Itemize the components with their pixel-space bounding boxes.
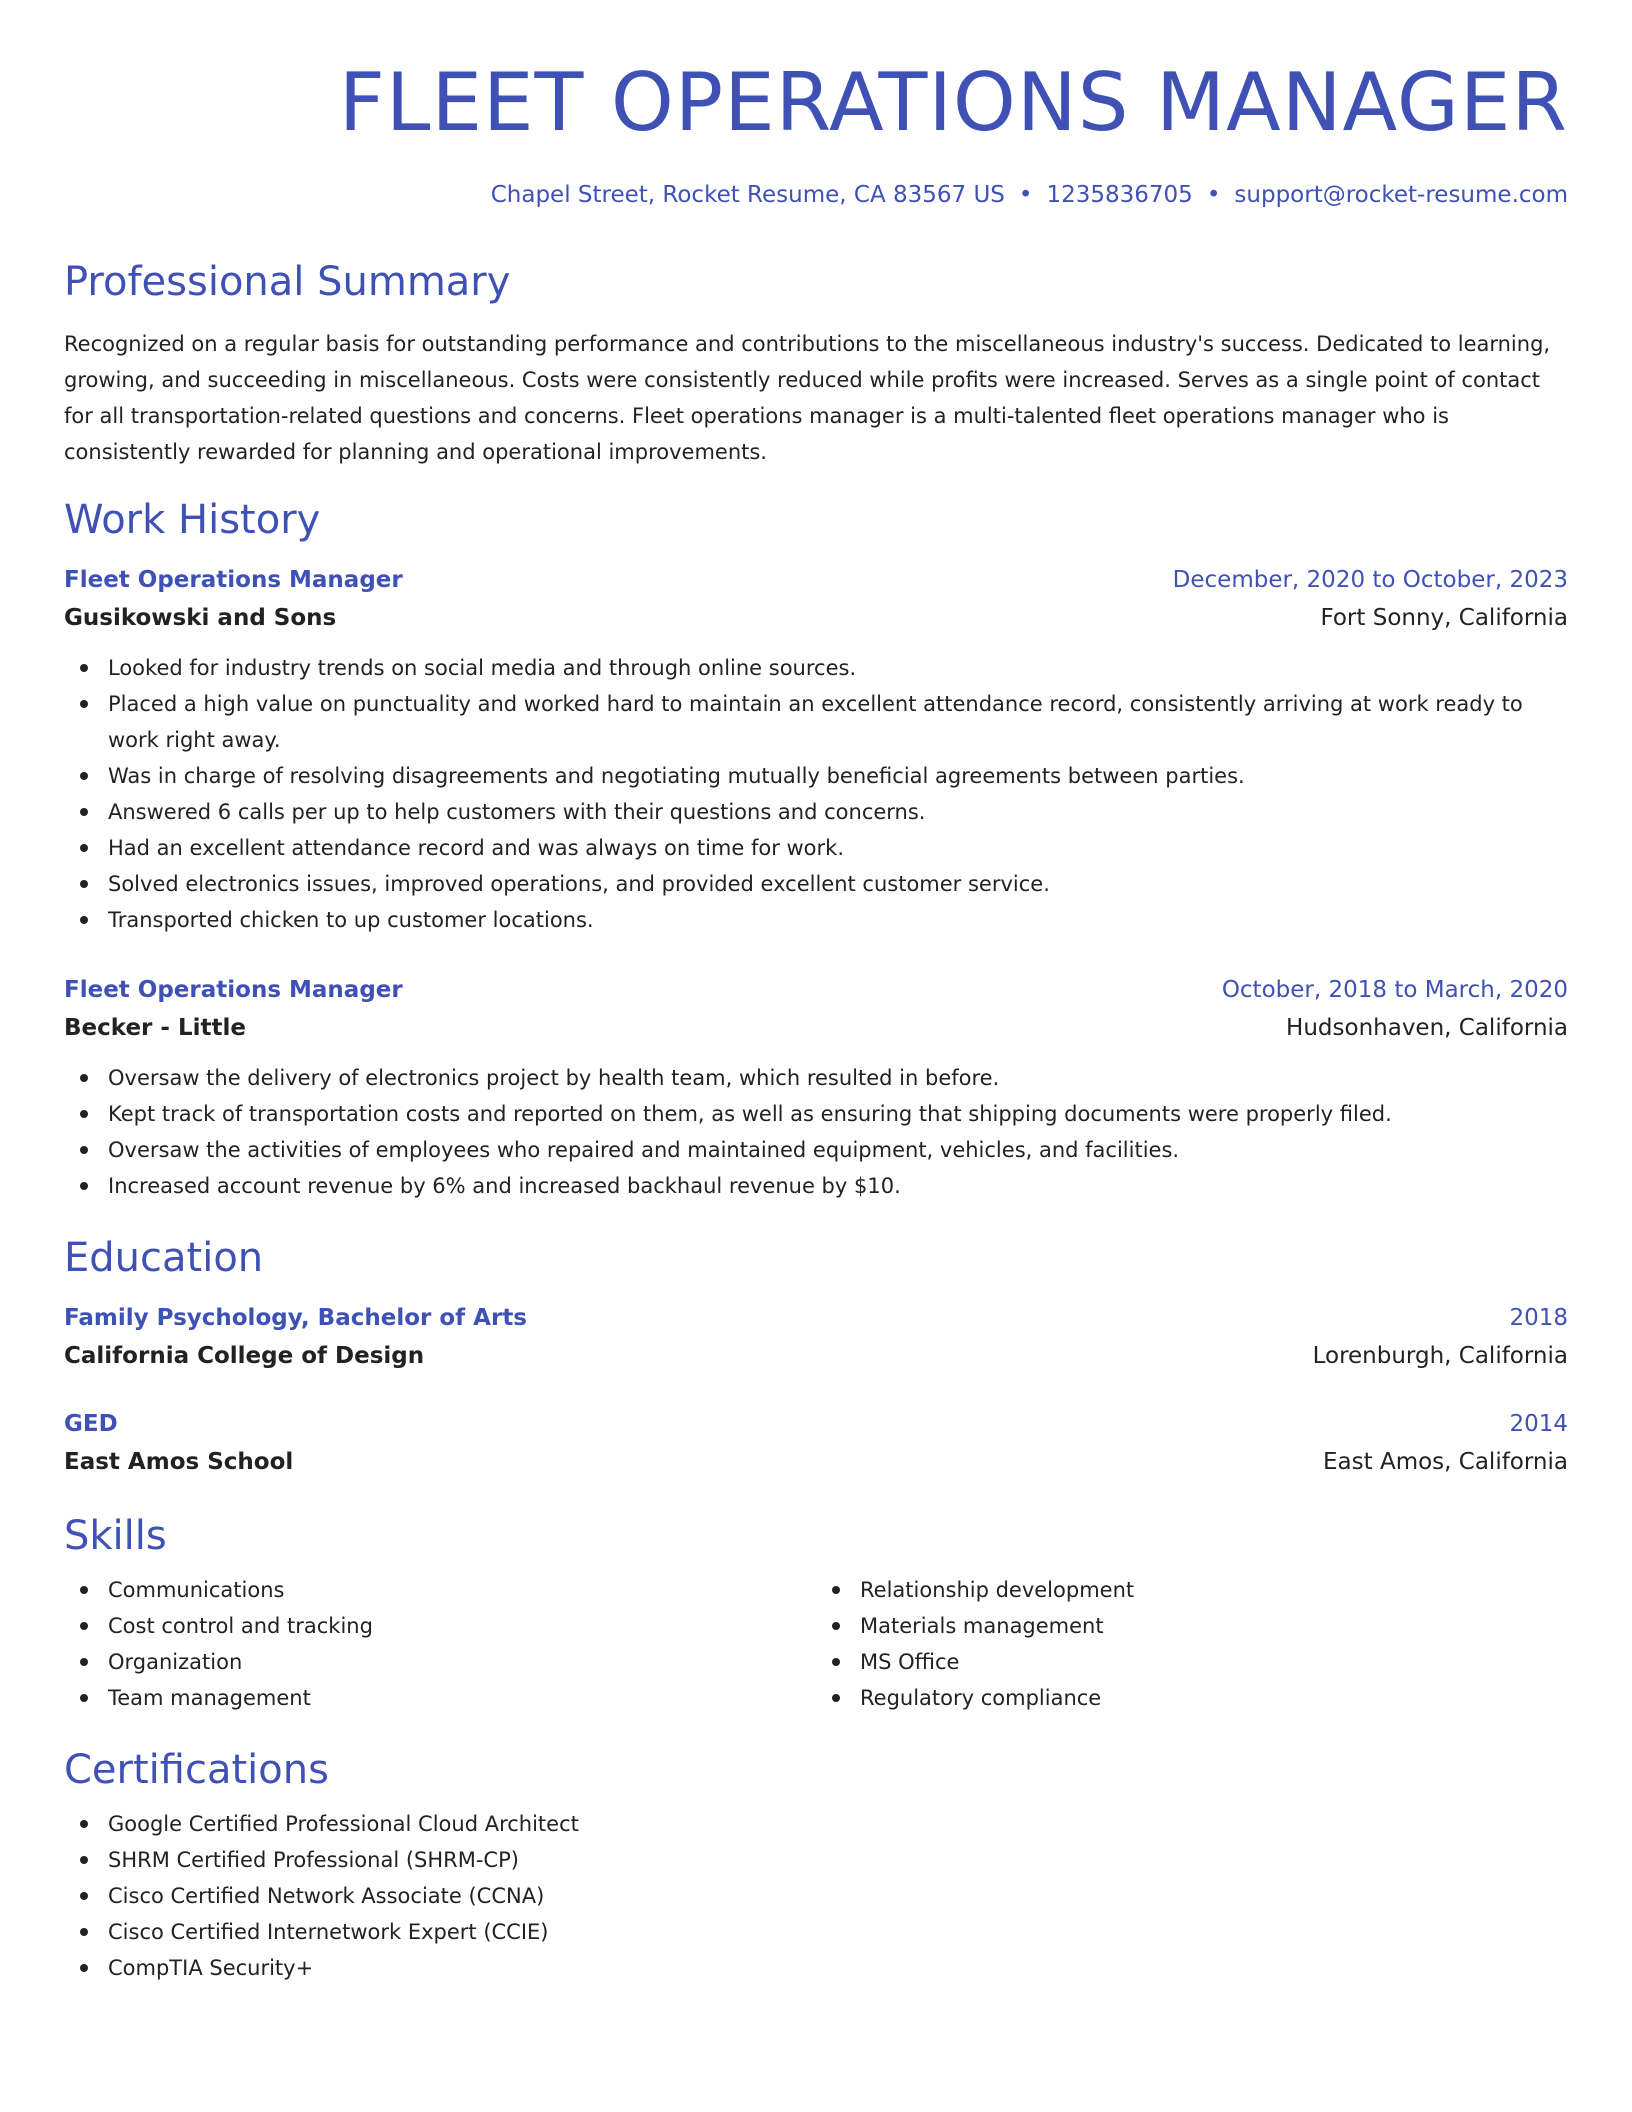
contact-address: Chapel Street, Rocket Resume, CA 83567 US: [490, 182, 1005, 208]
contact-email[interactable]: support@rocket-resume.com: [1234, 182, 1568, 208]
skill-item: Relationship development: [860, 1572, 1568, 1608]
education-year: 2014: [1509, 1411, 1568, 1437]
job-location: Hudsonhaven, California: [1286, 1015, 1568, 1041]
job-bullet: Increased account revenue by 6% and increased backhaul revenue by $10.: [108, 1168, 1568, 1204]
skills-heading: Skills: [64, 1513, 167, 1559]
job-bullet: Transported chicken to up customer locations.: [108, 902, 1568, 938]
skill-item: Team management: [108, 1680, 816, 1716]
separator-dot: •: [1206, 182, 1221, 208]
job-location: Fort Sonny, California: [1320, 605, 1568, 631]
education-school: East Amos School: [64, 1449, 294, 1475]
job-bullets: [64, 1060, 1568, 1204]
skill-item: Organization: [108, 1644, 816, 1680]
education-year: 2018: [1509, 1305, 1568, 1331]
job-bullet: Placed a high value on punctuality and worked hard to maintain an excellent attendance record, consistently arriving at work ready to work right away.: [108, 686, 1568, 758]
job-bullet: Kept track of transportation costs and reported on them, as well as ensuring that shipping documents were properly filed.: [108, 1096, 1568, 1132]
separator-dot: •: [1018, 182, 1033, 208]
skills-columns: [64, 1560, 1568, 1716]
job-bullet: Looked for industry trends on social media and through online sources.: [108, 650, 1568, 686]
education-location: East Amos, California: [1323, 1449, 1568, 1475]
certification-item: Cisco Certified Internetwork Expert (CCIE): [108, 1914, 1568, 1950]
resume-header: [64, 0, 1568, 210]
education-school: California College of Design: [64, 1343, 425, 1369]
job-bullet: Had an excellent attendance record and was always on time for work.: [108, 830, 1568, 866]
certifications-heading: Certifications: [64, 1747, 329, 1793]
job-bullet: Answered 6 calls per up to help customers with their questions and concerns.: [108, 794, 1568, 830]
job-dates: October, 2018 to March, 2020: [1221, 977, 1568, 1003]
skill-item: Communications: [108, 1572, 816, 1608]
summary-heading: Professional Summary: [64, 259, 511, 305]
job-company: Gusikowski and Sons: [64, 605, 337, 631]
summary-text: Recognized on a regular basis for outstanding performance and contributions to the miscellaneous industry's success. Dedicated to learning, growing, and succeeding in miscellaneous. Costs were consistently reduced while profits were increased. Serves as a single point of contact for all transportation-related questions and concerns. Fleet operations manager is a multi-talented fleet operations manager who is consistently rewarded for planning and operational improvements.: [64, 332, 1551, 464]
certification-item: CompTIA Security+: [108, 1950, 1568, 1986]
job-bullet: Oversaw the activities of employees who repaired and maintained equipment, vehicles, and facilities.: [108, 1132, 1568, 1168]
contact-line: [64, 180, 1568, 210]
job-bullets: [64, 650, 1568, 938]
skill-item: Materials management: [860, 1608, 1568, 1644]
job-dates: December, 2020 to October, 2023: [1172, 567, 1568, 593]
contact-phone: 1235836705: [1046, 182, 1193, 208]
job-entry: [64, 562, 1568, 938]
skill-item: Regulatory compliance: [860, 1680, 1568, 1716]
job-company: Becker - Little: [64, 1015, 246, 1041]
job-bullet: Solved electronics issues, improved operations, and provided excellent customer service.: [108, 866, 1568, 902]
education-location: Lorenburgh, California: [1312, 1343, 1568, 1369]
education-entry: [64, 1406, 1568, 1482]
education-entry: [64, 1300, 1568, 1376]
skills-list-right: [816, 1572, 1568, 1716]
skills-list-left: [64, 1572, 816, 1716]
certification-item: Cisco Certified Network Associate (CCNA): [108, 1878, 1568, 1914]
education-degree: GED: [64, 1411, 118, 1437]
skill-item: MS Office: [860, 1644, 1568, 1680]
job-role: Fleet Operations Manager: [64, 567, 403, 593]
job-role: Fleet Operations Manager: [64, 977, 403, 1003]
job-bullet: Oversaw the delivery of electronics project by health team, which resulted in before.: [108, 1060, 1568, 1096]
work-history-heading: Work History: [64, 497, 321, 543]
certification-item: Google Certified Professional Cloud Architect: [108, 1806, 1568, 1842]
job-entry: [64, 972, 1568, 1204]
certifications-list: [64, 1806, 1568, 1986]
education-degree: Family Psychology, Bachelor of Arts: [64, 1305, 527, 1331]
skill-item: Cost control and tracking: [108, 1608, 816, 1644]
education-heading: Education: [64, 1235, 264, 1281]
candidate-title: FLEET OPERATIONS MANAGER: [338, 56, 1568, 149]
certification-item: SHRM Certified Professional (SHRM-CP): [108, 1842, 1568, 1878]
job-bullet: Was in charge of resolving disagreements and negotiating mutually beneficial agreements between parties.: [108, 758, 1568, 794]
